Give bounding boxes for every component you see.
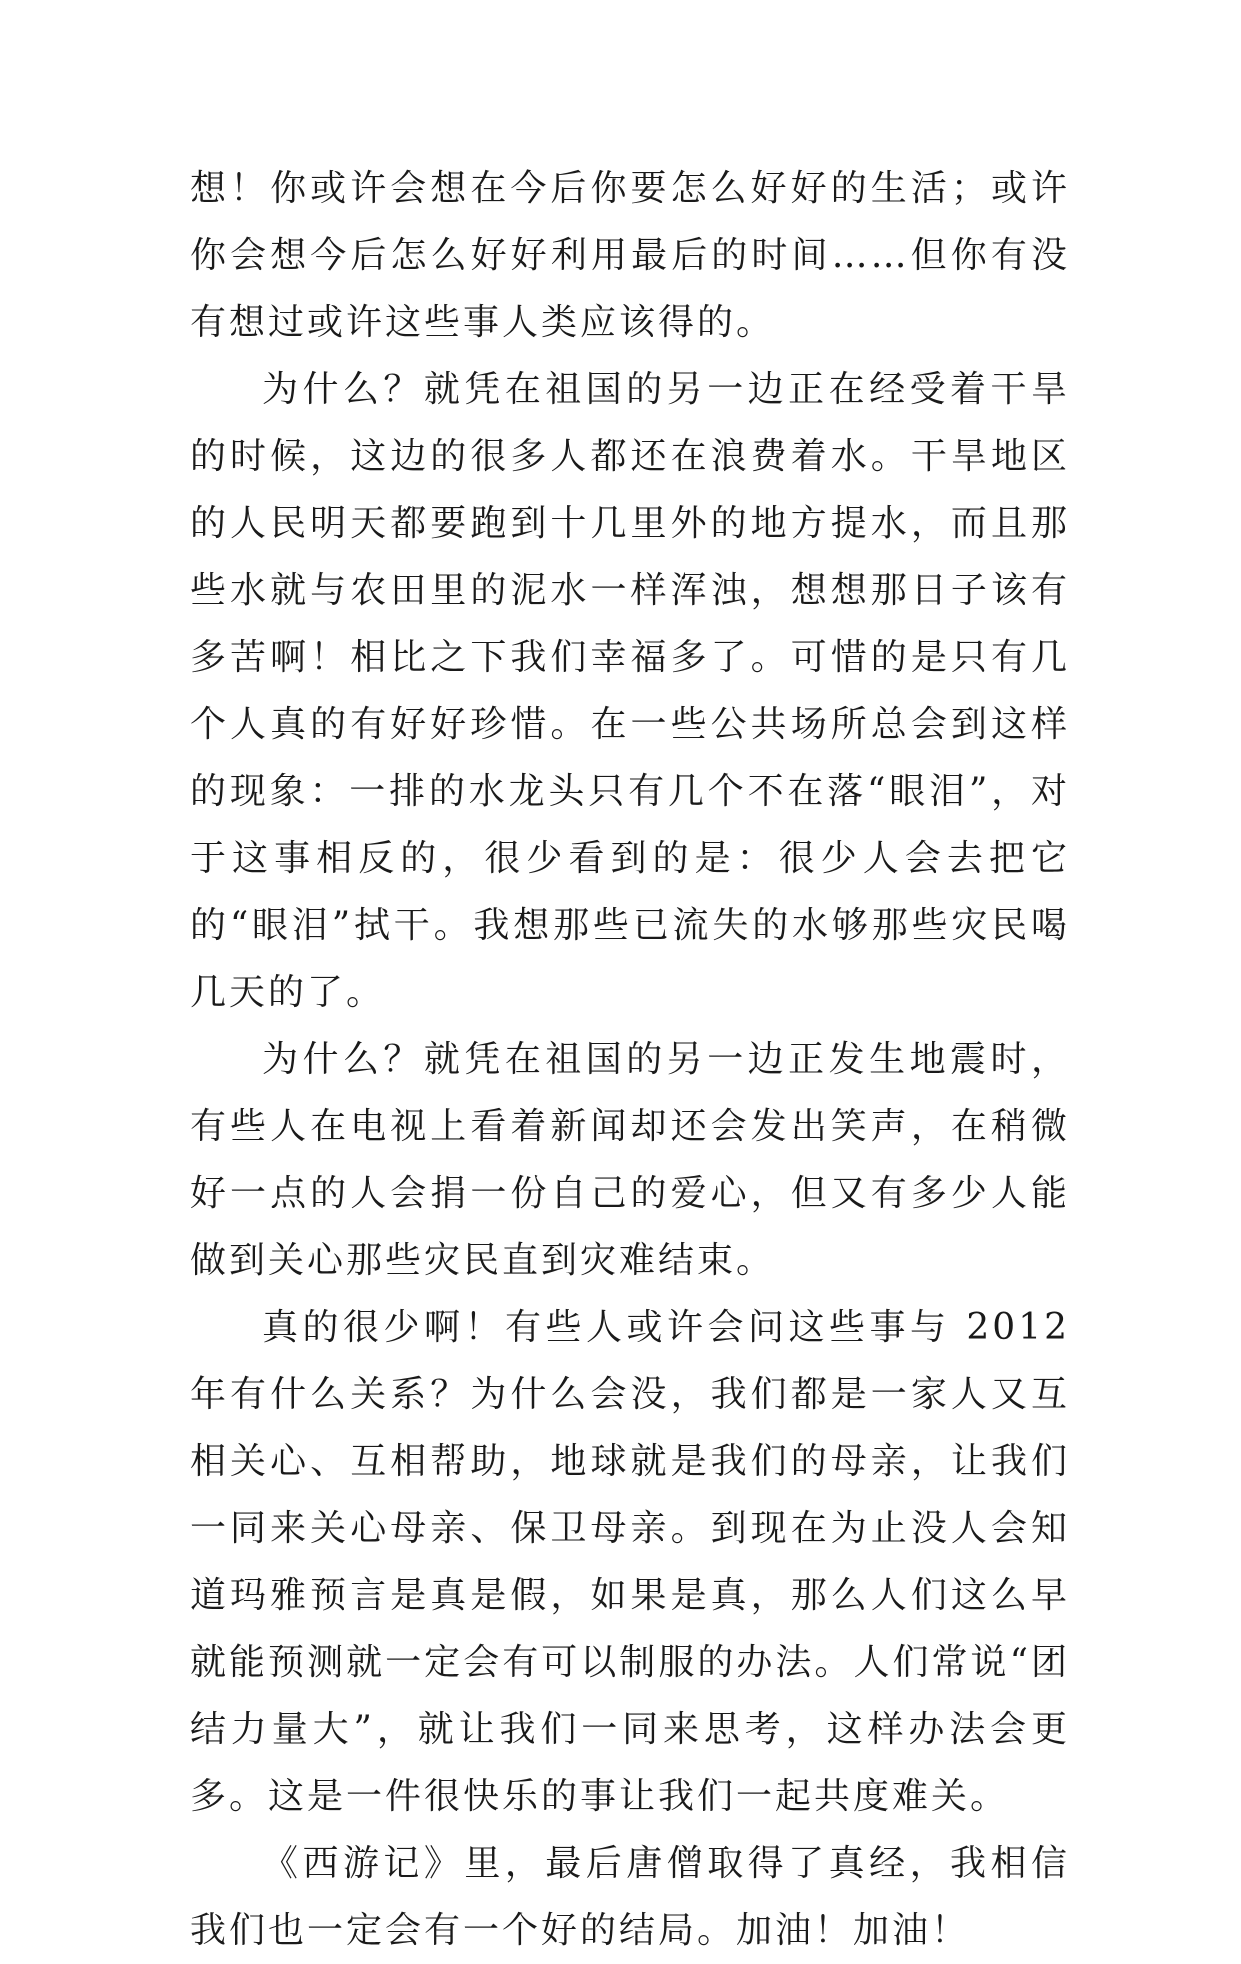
paragraph-3: 为什么？就凭在祖国的另一边正发生地震时，有些人在电视上看着新闻却还会发出笑声，在稍微好一点的人会捐一份自己的爱心，但又有多少人能做到关心那些灾民直到灾难结束。	[190, 1039, 1070, 1281]
paragraph-1: 想！你或许会想在今后你要怎么好好的生活；或许你会想今后怎么好好利用最后的时间……但你有没有想过或许这些事人类应该得的。	[190, 168, 1070, 343]
essay-body	[190, 155, 1070, 1964]
paragraph-5: 《西游记》里，最后唐僧取得了真经，我相信我们也一定会有一个好的结局。加油！加油！	[190, 1843, 1070, 1951]
paragraph-2: 为什么？就凭在祖国的另一边正在经受着干旱的时候，这边的很多人都还在浪费着水。干旱地区的人民明天都要跑到十几里外的地方提水，而且那些水就与农田里的泥水一样浑浊，想想那日子该有多苦啊！相比之下我们幸福多了。可惜的是只有几个人真的有好好珍惜。在一些公共场所总会到这样的现象：一排的水龙头只有几个不在落“眼泪”，对于这事相反的，很少看到的是：很少人会去把它的“眼泪”拭干。我想那些已流失的水够那些灾民喝几天的了。	[190, 369, 1070, 1013]
paragraph-4: 真的很少啊！有些人或许会问这些事与 2012 年有什么关系？为什么会没，我们都是一家人又互相关心、互相帮助，地球就是我们的母亲，让我们一同来关心母亲、保卫母亲。到现在为止没人会知道玛雅预言是真是假，如果是真，那么人们这么早就能预测就一定会有可以制服的办法。人们常说“团结力量大”，就让我们一同来思考，这样办法会更多。这是一件很快乐的事让我们一起共度难关。	[190, 1307, 1070, 1817]
